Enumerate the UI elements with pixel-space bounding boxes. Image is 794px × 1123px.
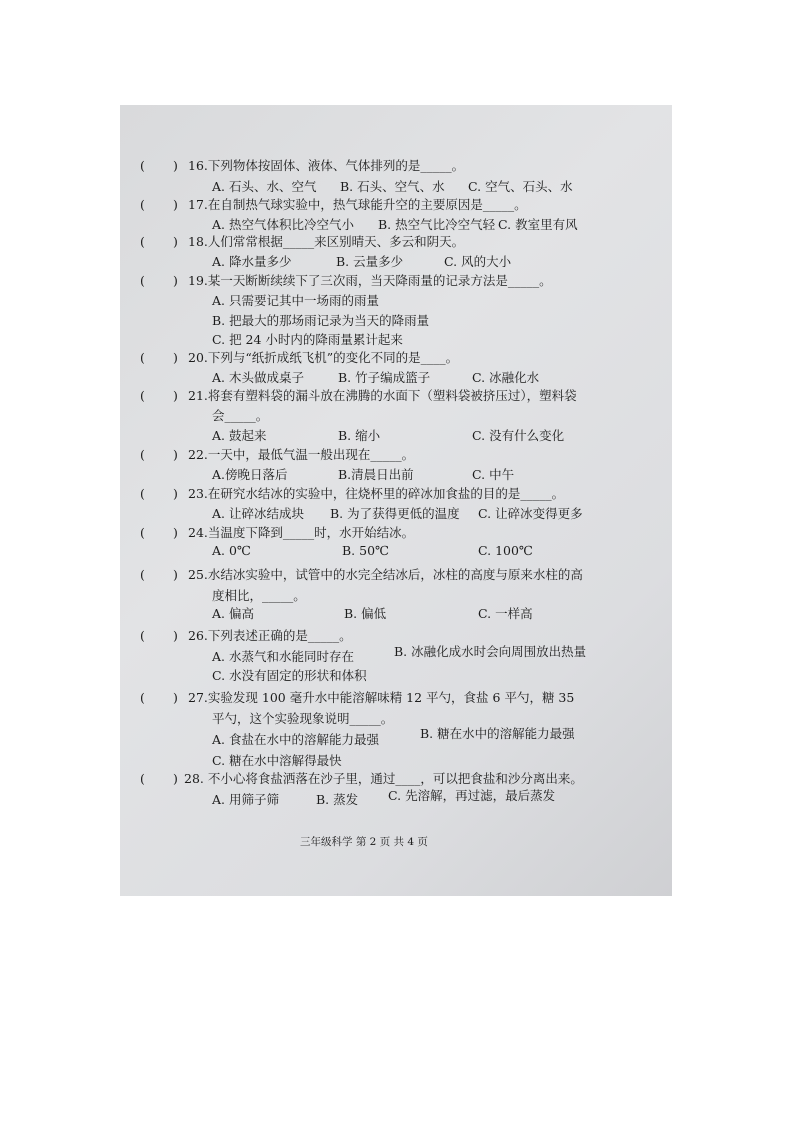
answer-paren-open: (	[140, 771, 145, 786]
answer-paren-close: )	[173, 350, 178, 365]
option-a: A. 让碎冰结成块	[212, 506, 304, 521]
option-b: B.清晨日出前	[338, 467, 414, 482]
answer-paren-close: )	[173, 628, 178, 643]
answer-paren-open: (	[140, 388, 145, 403]
option-b: B. 云量多少	[336, 254, 404, 269]
option-b: B. 热空气比冷空气轻	[378, 217, 496, 232]
option-b: B. 缩小	[338, 428, 381, 443]
option-a: A. 只需要记其中一场雨的雨量	[212, 293, 379, 308]
question-stem: 27.实验发现 100 毫升水中能溶解味精 12 平勺，食盐 6 平勺，糖 35	[188, 690, 575, 705]
option-c: C. 中午	[472, 467, 515, 482]
answer-paren-open: (	[140, 234, 145, 249]
answer-paren-open: (	[140, 350, 145, 365]
option-c: C. 风的大小	[444, 254, 512, 269]
question-stem: 20.下列与“纸折成纸飞机”的变化不同的是____。	[188, 350, 459, 365]
option-a: A. 降水量多少	[212, 254, 292, 269]
option-a: A. 食盐在水中的溶解能力最强	[212, 732, 379, 747]
answer-paren-close: )	[173, 197, 178, 212]
option-b: B. 竹子编成篮子	[338, 370, 431, 385]
question-stem: 16.下列物体按固体、液体、气体排列的是_____。	[188, 158, 465, 173]
option-a: A. 木头做成桌子	[212, 370, 304, 385]
option-a: A. 0℃	[212, 543, 251, 558]
option-a: A. 石头、水、空气	[212, 179, 317, 194]
option-c: C. 把 24 小时内的降雨量累计起来	[212, 332, 403, 347]
option-a: A. 用筛子筛	[212, 792, 279, 807]
answer-paren-close: )	[173, 158, 178, 173]
question-stem: 24.当温度下降到_____时，水开始结冰。	[188, 525, 415, 540]
answer-paren-close: )	[173, 771, 178, 786]
option-c: C. 空气、石头、水	[468, 179, 573, 194]
answer-paren-close: )	[173, 273, 178, 288]
answer-paren-open: (	[140, 486, 145, 501]
answer-paren-open: (	[140, 628, 145, 643]
option-c: C. 教室里有风	[498, 217, 578, 232]
question-stem: 17.在自制热气球实验中，热气球能升空的主要原因是_____。	[188, 197, 527, 212]
question-stem: 19.某一天断断续续下了三次雨，当天降雨量的记录方法是_____。	[188, 273, 552, 288]
answer-paren-close: )	[173, 525, 178, 540]
question-stem: 21.将套有塑料袋的漏斗放在沸腾的水面下（塑料袋被挤压过），塑料袋	[188, 388, 577, 403]
option-b: B. 为了获得更低的温度	[330, 506, 460, 521]
option-a: A. 鼓起来	[212, 428, 267, 443]
answer-paren-open: (	[140, 690, 145, 705]
option-b: B. 50℃	[342, 543, 390, 558]
question-stem: 18.人们常常根据_____来区别晴天、多云和阴天。	[188, 234, 465, 249]
answer-paren-close: )	[173, 388, 178, 403]
option-a: A. 水蒸气和水能同时存在	[212, 649, 354, 664]
option-a: A. 热空气体积比冷空气小	[212, 217, 354, 232]
option-c: C. 一样高	[478, 606, 533, 621]
answer-paren-open: (	[140, 273, 145, 288]
answer-paren-close: )	[173, 690, 178, 705]
option-a: A. 偏高	[212, 606, 254, 621]
option-b: B. 冰融化成水时会向周围放出热量	[394, 644, 587, 659]
option-b: B. 糖在水中的溶解能力最强	[420, 726, 575, 741]
answer-paren-open: (	[140, 197, 145, 212]
option-c: C. 没有什么变化	[472, 428, 565, 443]
option-b: B. 石头、空气、水	[340, 179, 445, 194]
option-a: A.傍晚日落后	[212, 467, 288, 482]
option-b: B. 蒸发	[316, 792, 359, 807]
answer-paren-close: )	[173, 234, 178, 249]
option-c: C. 糖在水中溶解得最快	[212, 753, 342, 768]
answer-paren-close: )	[173, 486, 178, 501]
question-stem: 28. 不小心将食盐洒落在沙子里，通过____，可以把食盐和沙分离出来。	[184, 771, 583, 786]
answer-paren-open: (	[140, 525, 145, 540]
question-stem-continued: 度相比，_____。	[212, 588, 306, 603]
answer-paren-open: (	[140, 447, 145, 462]
option-c: C. 先溶解，再过滤，最后蒸发	[388, 788, 556, 803]
question-stem: 23.在研究水结冰的实验中，往烧杯里的碎冰加食盐的目的是_____。	[188, 486, 565, 501]
option-c: C. 让碎冰变得更多	[478, 506, 583, 521]
answer-paren-open: (	[140, 158, 145, 173]
question-stem: 22.一天中，最低气温一般出现在_____。	[188, 447, 415, 462]
answer-paren-open: (	[140, 567, 145, 582]
option-c: C. 水没有固定的形状和体积	[212, 668, 367, 683]
option-b: B. 偏低	[344, 606, 387, 621]
option-c: C. 100℃	[478, 543, 533, 558]
answer-paren-close: )	[173, 447, 178, 462]
question-stem: 25.水结冰实验中，试管中的水完全结冰后，冰柱的高度与原来水柱的高	[188, 567, 583, 582]
option-b: B. 把最大的那场雨记录为当天的降雨量	[212, 313, 430, 328]
option-c: C. 冰融化水	[472, 370, 540, 385]
answer-paren-close: )	[173, 567, 178, 582]
question-stem-continued: 平勺，这个实验现象说明_____。	[212, 711, 394, 726]
question-stem-continued: 会_____。	[212, 408, 269, 423]
question-stem: 26.下列表述正确的是_____。	[188, 628, 352, 643]
page-footer: 三年级科学 第 2 页 共 4 页	[300, 836, 428, 848]
